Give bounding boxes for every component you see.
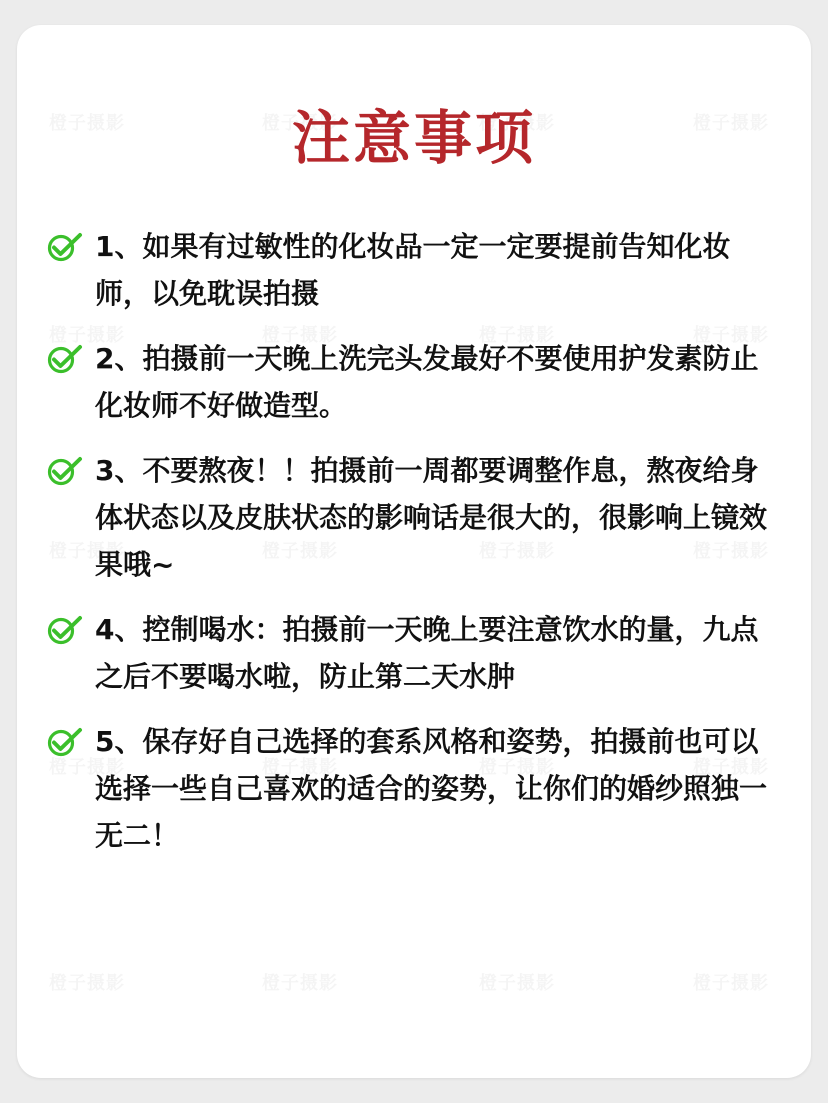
- watermark: [262, 969, 338, 995]
- note-text: 2、拍摄前一天晚上洗完头发最好不要使用护发素防止化妆师不好做造型。: [95, 342, 759, 422]
- content-card: [17, 25, 811, 1078]
- note-text: 1、如果有过敏性的化妆品一定一定要提前告知化妆师，以免耽误拍摄: [95, 230, 731, 310]
- note-item: [47, 223, 777, 317]
- watermark: [49, 969, 125, 995]
- note-text: 4、控制喝水：拍摄前一天晚上要注意饮水的量，九点之后不要喝水啦，防止第二天水肿: [95, 613, 759, 693]
- note-item: [47, 718, 777, 859]
- check-icon: [47, 727, 83, 757]
- note-text: 3、不要熬夜！！拍摄前一周都要调整作息，熬夜给身体状态以及皮肤状态的影响话是很大的，很影响上镜效果哦~: [95, 454, 768, 581]
- notes-list: [47, 223, 777, 877]
- note-item: [47, 606, 777, 700]
- check-icon: [47, 344, 83, 374]
- check-icon: [47, 615, 83, 645]
- page-title: 注意事项: [291, 104, 536, 172]
- note-item: [47, 447, 777, 588]
- check-icon: [47, 456, 83, 486]
- note-text: 5、保存好自己选择的套系风格和姿势，拍摄前也可以选择一些自己喜欢的适合的姿势，让你们的婚纱照独一无二！: [95, 725, 768, 852]
- watermark: [479, 969, 555, 995]
- check-icon: [47, 232, 83, 262]
- note-item: [47, 335, 777, 429]
- watermark: [693, 969, 769, 995]
